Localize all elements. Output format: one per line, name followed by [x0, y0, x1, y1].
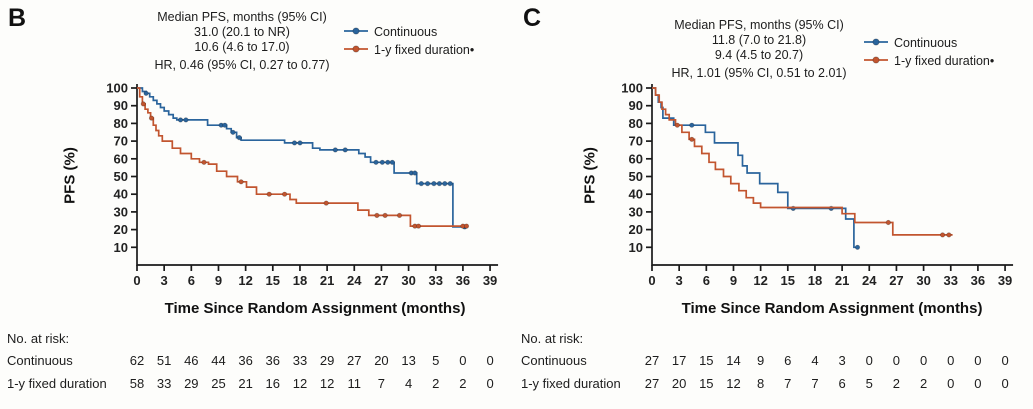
risk-count: 4 [404, 376, 413, 391]
stats-block-c [649, 18, 869, 81]
risk-count: 0 [947, 353, 955, 368]
risk-count: 7 [377, 376, 386, 391]
svg-text:100: 100 [621, 80, 643, 96]
risk-count: 0 [1001, 376, 1009, 391]
stats-title: Median PFS, months (95% CI) [674, 18, 844, 32]
svg-text:6: 6 [702, 273, 710, 288]
svg-text:90: 90 [628, 98, 643, 114]
risk-count: 0 [486, 353, 494, 368]
svg-text:30: 30 [628, 204, 643, 220]
svg-text:9: 9 [729, 273, 738, 288]
risk-count: 14 [726, 353, 741, 368]
risk-count: 25 [211, 376, 226, 391]
svg-text:6: 6 [187, 273, 195, 288]
legend-item-continuous [864, 34, 994, 52]
svg-text:80: 80 [113, 115, 128, 131]
risk-count: 8 [757, 376, 765, 391]
y-axis-title-c: PFS (%) [581, 147, 599, 204]
svg-text:50: 50 [628, 169, 643, 184]
svg-text:70: 70 [113, 133, 128, 149]
risk-count: 29 [184, 376, 199, 391]
risk-count: 2 [892, 376, 901, 391]
risk-count: 44 [211, 353, 226, 368]
svg-text:0: 0 [648, 273, 656, 288]
y-axis-title-b: PFS (%) [61, 147, 79, 204]
stats-fixed-median: 10.6 (4.6 to 17.0) [194, 40, 290, 54]
fixed-line-marker-icon [344, 41, 368, 59]
legend-label-continuous: Continuous [374, 25, 438, 39]
svg-text:60: 60 [628, 151, 643, 167]
x-axis-title-b: Time Since Random Assignment (months) [164, 300, 466, 317]
svg-text:20: 20 [113, 222, 128, 238]
svg-text:36: 36 [970, 273, 986, 288]
risk-count: 12 [726, 376, 741, 391]
svg-text:100: 100 [106, 80, 128, 96]
risk-count: 21 [238, 376, 253, 391]
svg-text:18: 18 [292, 273, 308, 288]
svg-text:10: 10 [628, 239, 643, 255]
legend-item-fixed [344, 41, 474, 59]
legend-label-fixed: 1-y fixed duration• [894, 54, 995, 68]
risk-row-label-continuous-b: Continuous [7, 353, 73, 368]
legend-item-fixed [864, 52, 994, 70]
stats-block-b [132, 10, 352, 73]
stats-title: Median PFS, months (95% CI) [157, 10, 327, 24]
risk-count: 6 [784, 353, 792, 368]
svg-text:18: 18 [807, 273, 823, 288]
risk-count: 7 [784, 376, 792, 391]
risk-count: 15 [699, 376, 714, 391]
svg-text:30: 30 [916, 273, 931, 288]
risk-count: 0 [947, 376, 955, 391]
svg-text:12: 12 [753, 273, 768, 288]
risk-count: 0 [459, 353, 467, 368]
risk-count: 13 [401, 353, 416, 368]
risk-count: 0 [486, 376, 494, 391]
risk-count: 33 [292, 353, 308, 368]
panel-label-b: B [8, 4, 27, 32]
stats-continuous-median: 31.0 (20.1 to NR) [194, 25, 290, 39]
svg-text:21: 21 [319, 273, 335, 288]
risk-count: 20 [671, 376, 687, 391]
risk-count: 11 [347, 376, 362, 391]
risk-count: 27 [644, 353, 660, 368]
svg-text:40: 40 [113, 186, 128, 202]
risk-count: 17 [671, 353, 687, 368]
risk-count: 29 [319, 353, 335, 368]
continuous-line-marker-icon [344, 23, 368, 41]
risk-count: 27 [347, 353, 362, 368]
panel-label-c: C [523, 4, 542, 32]
risk-count: 7 [811, 376, 819, 391]
risk-count: 51 [156, 353, 172, 368]
risk-row-label-fixed-b: 1-y fixed duration [7, 376, 107, 391]
risk-count: 16 [265, 376, 281, 391]
svg-text:9: 9 [214, 273, 223, 288]
risk-count: 0 [1001, 353, 1009, 368]
risk-count: 20 [374, 353, 389, 368]
svg-text:10: 10 [113, 239, 128, 255]
stats-hazard-ratio: HR, 0.46 (95% CI, 0.27 to 0.77) [154, 58, 330, 72]
risk-count: 62 [129, 353, 145, 368]
svg-text:33: 33 [428, 273, 443, 288]
svg-text:3: 3 [675, 273, 683, 288]
svg-text:24: 24 [862, 273, 877, 288]
risk-count: 0 [974, 376, 982, 391]
risk-count: 12 [292, 376, 308, 391]
risk-count: 58 [129, 376, 145, 391]
legend-label-continuous: Continuous [894, 36, 958, 50]
risk-count: 2 [432, 376, 440, 391]
risk-count: 2 [459, 376, 467, 391]
svg-text:60: 60 [113, 151, 128, 167]
svg-text:27: 27 [374, 273, 389, 288]
svg-text:24: 24 [347, 273, 362, 288]
stats-continuous-median: 11.8 (7.0 to 21.8) [711, 33, 807, 47]
risk-count: 5 [865, 376, 873, 391]
stats-hazard-ratio: HR, 1.01 (95% CI, 0.51 to 2.01) [671, 66, 847, 80]
risk-count: 0 [974, 353, 982, 368]
svg-text:50: 50 [113, 169, 128, 184]
risk-row-label-continuous-c: Continuous [521, 353, 587, 368]
stats-fixed-median: 9.4 (4.5 to 20.7) [714, 48, 804, 62]
svg-text:12: 12 [238, 273, 253, 288]
risk-count: 4 [811, 353, 819, 368]
risk-count: 36 [238, 353, 253, 368]
svg-text:70: 70 [628, 133, 643, 149]
risk-count: 0 [892, 353, 901, 368]
legend-c [864, 34, 994, 70]
svg-text:30: 30 [401, 273, 416, 288]
legend-label-fixed: 1-y fixed duration• [374, 43, 475, 57]
fixed-line-marker-icon [864, 52, 888, 70]
risk-count: 12 [319, 376, 335, 391]
risk-count: 15 [699, 353, 714, 368]
continuous-line-marker-icon [864, 34, 888, 52]
svg-text:90: 90 [113, 98, 128, 114]
risk-count: 3 [838, 353, 846, 368]
svg-text:15: 15 [265, 273, 281, 288]
risk-row-label-fixed-c: 1-y fixed duration [521, 376, 621, 391]
risk-count: 0 [865, 353, 873, 368]
svg-text:39: 39 [482, 273, 498, 288]
svg-text:3: 3 [160, 273, 168, 288]
svg-text:40: 40 [628, 186, 643, 202]
svg-text:33: 33 [943, 273, 958, 288]
svg-text:0: 0 [133, 273, 141, 288]
risk-count: 5 [432, 353, 440, 368]
legend-item-continuous [344, 23, 474, 41]
risk-count: 27 [644, 376, 660, 391]
x-axis-title-c: Time Since Random Assignment (months) [681, 300, 983, 317]
legend-b [344, 23, 474, 59]
svg-text:27: 27 [889, 273, 904, 288]
risk-count: 46 [184, 353, 199, 368]
risk-count: 36 [265, 353, 281, 368]
risk-header-b: No. at risk: [7, 331, 70, 346]
svg-text:20: 20 [628, 222, 643, 238]
risk-count: 2 [919, 376, 928, 391]
svg-text:39: 39 [997, 273, 1013, 288]
risk-count: 9 [757, 353, 765, 368]
svg-text:80: 80 [628, 115, 643, 131]
risk-count: 0 [919, 353, 928, 368]
risk-count: 33 [156, 376, 172, 391]
svg-text:15: 15 [780, 273, 796, 288]
svg-text:36: 36 [455, 273, 471, 288]
svg-text:21: 21 [834, 273, 850, 288]
risk-header-c: No. at risk: [521, 331, 584, 346]
risk-count: 6 [838, 376, 846, 391]
svg-text:30: 30 [113, 204, 128, 220]
